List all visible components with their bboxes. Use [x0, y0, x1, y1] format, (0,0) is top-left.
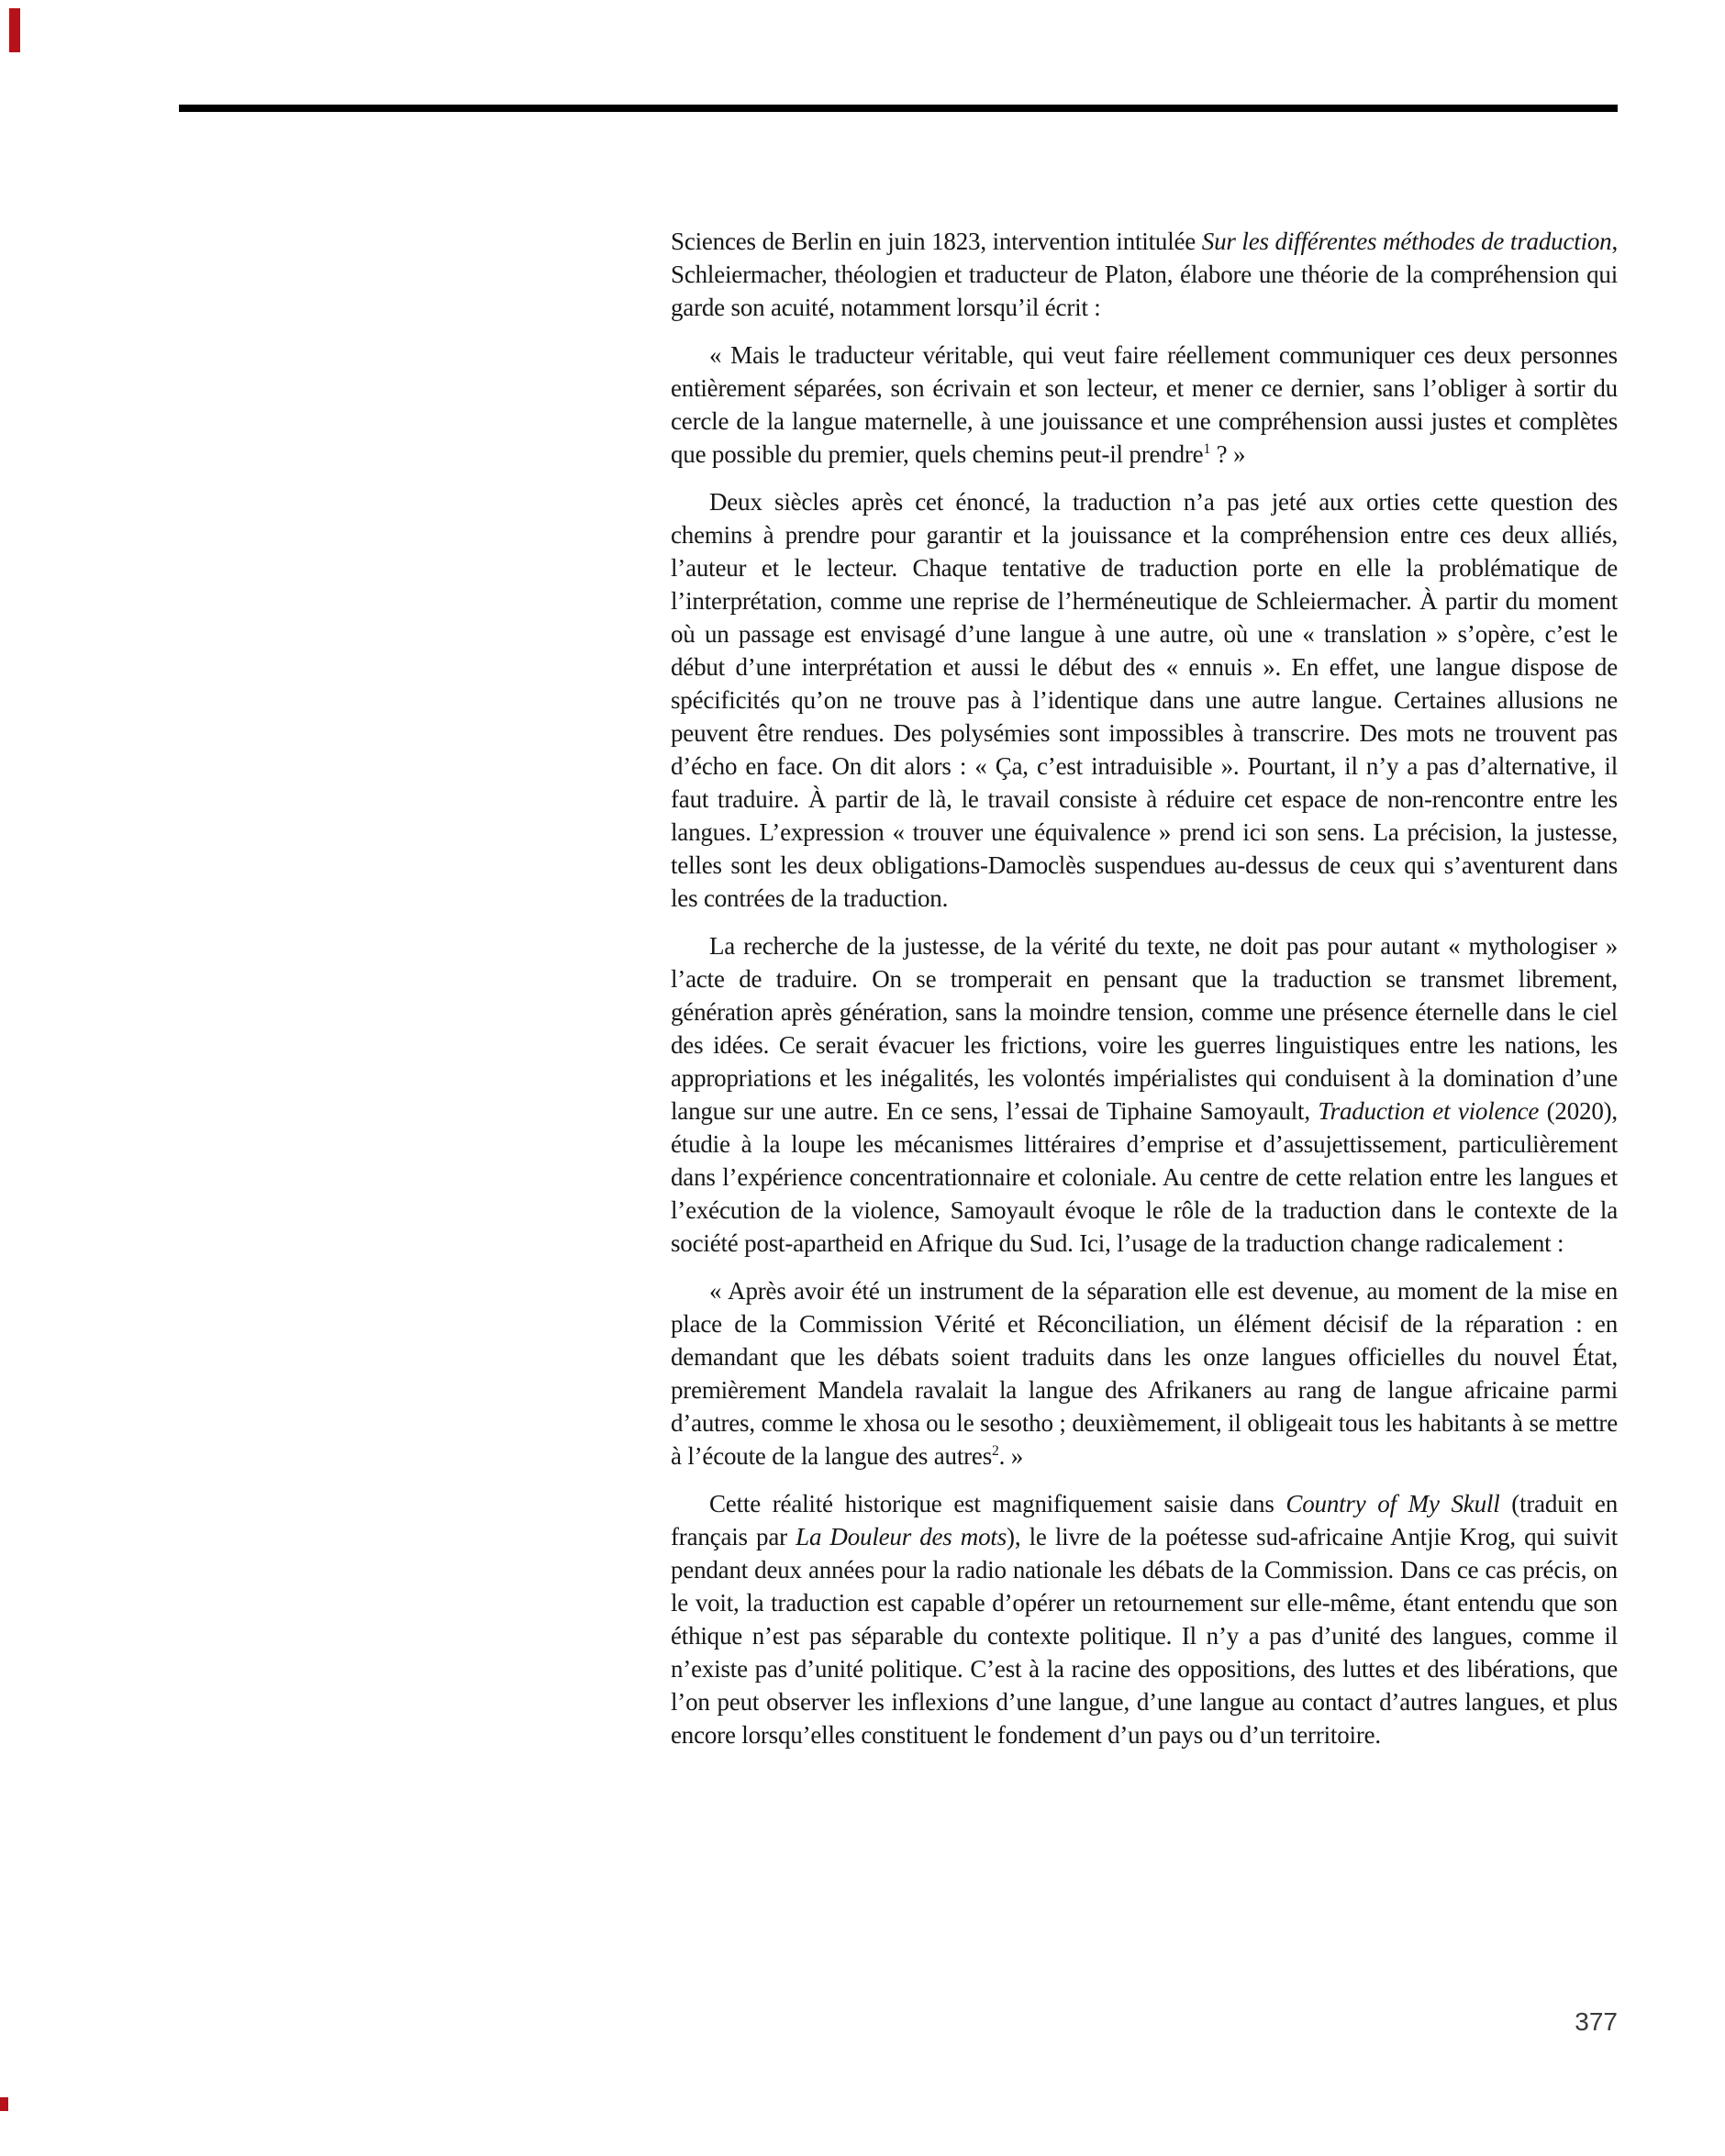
para-intro: Sciences de Berlin en juin 1823, intervention intitulée Sur les différentes méthodes de traduction, Schleiermacher, théologien et traducteur de Platon, élabore une théorie de la compréhension qui garde son acuité, notamment lorsqu’il écrit : [671, 228, 1618, 321]
para-recherche-justesse: La recherche de la justesse, de la vérité du texte, ne doit pas pour autant « mythologiser » l’acte de traduire. On se tromperait en pensant que la traduction se transmet librement, génération après génération, sans la moindre tension, comme une présence éternelle dans le ciel des idées. Ce serait évacuer les frictions, voire les guerres linguistiques entre les nations, les appropriations et les inégalités, les volontés impérialistes qui conduisent à la domination d’une langue sur une autre. En ce sens, l’essai de Tiphaine Samoyault, Traduction et violence (2020), étudie à la loupe les mécanismes littéraires d’emprise et d’assujettissement, particulièrement dans l’expérience concentrationnaire et coloniale. Au centre de cette relation entre les langues et l’exécution de la violence, Samoyault évoque le rôle de la traduction dans le contexte de la société post-apartheid en Afrique du Sud. Ici, l’usage de la traduction change radicalement : [671, 932, 1618, 1257]
para-deux-siecles: Deux siècles après cet énoncé, la traduction n’a pas jeté aux orties cette question des chemins à prendre pour garantir et la jouissance et la compréhension entre ces deux alliés, l’auteur et le lecteur. Chaque tentative de traduction porte en elle la problématique de l’interprétation, comme une reprise de l’herméneutique de Schleiermacher. À partir du moment où un passage est envisagé d’une langue à une autre, où une « translation » s’opère, c’est le début d’une interprétation et aussi le début des « ennuis ». En effet, une langue dispose de spécificités qu’on ne trouve pas à l’identique dans une autre langue. Certaines allusions ne peuvent être rendues. Des polysémies sont impossibles à transcrire. Des mots ne trouvent pas d’écho en face. On dit alors : « Ça, c’est intraduisible ». Pourtant, il n’y a pas d’alternative, il faut traduire. À partir de là, le travail consiste à réduire cet espace de non-rencontre entre les langues. L’expression « trouver une équivalence » prend ici son sens. La précision, la justesse, telles sont les deux obligations-Damoclès suspendues au-dessus de ceux qui s’aventurent dans les contrées de la traduction. [671, 488, 1618, 912]
para-country-of-my-skull: Cette réalité historique est magnifiquement saisie dans Country of My Skull (traduit en français par La Douleur des mots), le livre de la poétesse sud-africaine Antjie Krog, qui suivit pendant deux années pour la radio nationale les débats de la Commission. Dans ce cas précis, on le voit, la traduction est capable d’opérer un retournement sur elle-même, étant entendu que son éthique n’est pas séparable du contexte politique. Il n’y a pas d’unité des langues, comme il n’existe pas d’unité politique. C’est à la racine des oppositions, des luttes et des libérations, que l’on peut observer les inflexions d’une langue, d’une langue au contact d’autres langues, et plus encore lorsqu’elles constituent le fondement d’un pays ou d’un territoire. [671, 1490, 1619, 1749]
quote-schleiermacher: « Mais le traducteur véritable, qui veut faire réellement communiquer ces deux personnes entièrement séparées, son écrivain et son lecteur, et mener ce dernier, sans l’obliger à sortir du cercle de la langue maternelle, à une jouissance et une compréhension aussi justes et complètes que possible du premier, quels chemins peut-il prendre$^1$ ? » [671, 341, 1618, 468]
page-number: 377 [1575, 2007, 1618, 2036]
red-edge-mark-bottom [0, 2097, 8, 2111]
red-edge-mark-top [9, 8, 20, 52]
page-text [671, 225, 1618, 1751]
top-rule [179, 105, 1618, 112]
footnote-ref: 2 [992, 1443, 999, 1459]
footnote-ref: 1 [1203, 441, 1211, 457]
quote-samoyault: « Après avoir été un instrument de la séparation elle est devenue, au moment de la mise en place de la Commission Vérité et Réconciliation, un élément décisif de la réparation : en demandant que les débats soient traduits dans les onze langues officielles du nouvel État, premièrement Mandela ravalait la langue des Afrikaners au rang de langue africaine parmi d’autres, comme le xhosa ou le sesotho ; deuxièmement, il obligeait tous les habitants à se mettre à l’écoute de la langue des autres$^2$. » [671, 1277, 1618, 1470]
